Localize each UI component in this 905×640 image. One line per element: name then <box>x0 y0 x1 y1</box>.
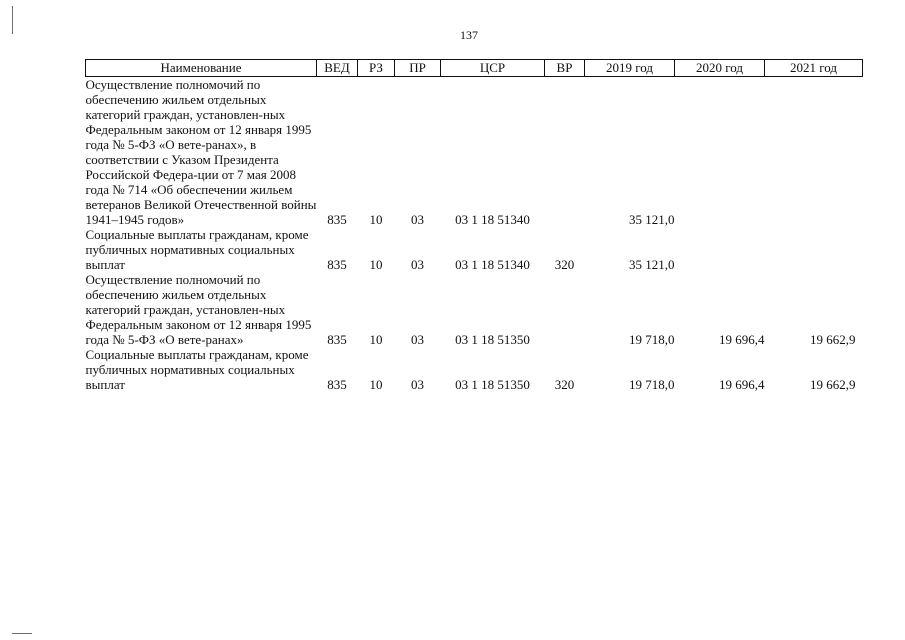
row-2019: 19 718,0 <box>629 377 675 392</box>
page-number: 137 <box>460 28 478 42</box>
row-2019: 35 121,0 <box>629 257 675 272</box>
row-2020: 19 696,4 <box>719 377 765 392</box>
row-rz: 10 <box>369 212 383 227</box>
row-2021 <box>765 77 863 228</box>
row-csr: 03 1 18 51350 <box>455 332 530 347</box>
row-pr: 03 <box>411 332 424 347</box>
row-2021 <box>765 227 863 272</box>
row-csr: 03 1 18 51350 <box>455 377 530 392</box>
header-2021: 2021 год <box>765 60 863 77</box>
row-csr: 03 1 18 51340 <box>455 257 530 272</box>
row-ved: 835 <box>327 212 347 227</box>
row-pr: 03 <box>411 212 424 227</box>
row-name: Осуществление полномочий по обеспечению жильем отдельных категорий граждан, установлен-ных Федеральным законом от 12 января 1995 года № 5-ФЗ «О вете-ранах» <box>85 272 312 347</box>
header-2020: 2020 год <box>675 60 765 77</box>
row-2019: 19 718,0 <box>629 332 675 347</box>
row-2021: 19 662,9 <box>810 377 856 392</box>
row-2020: 19 696,4 <box>719 332 765 347</box>
row-ved: 835 <box>327 257 347 272</box>
row-rz: 10 <box>369 257 383 272</box>
row-pr: 03 <box>411 257 424 272</box>
table-row <box>86 227 863 272</box>
row-2020 <box>675 77 765 228</box>
header-pr: ПР <box>395 60 441 77</box>
row-vr <box>545 272 585 347</box>
row-vr: 320 <box>554 377 575 392</box>
header-vr: ВР <box>545 60 585 77</box>
row-name: Осуществление полномочий по обеспечению жильем отдельных категорий граждан, установлен-ных Федеральным законом от 12 января 1995 года № 5-ФЗ «О вете-ранах», в соответствии с Указом Президента Российской Федера-ции от 7 мая 2008 года № 714 «Об обеспечении жильем ветеранов Великой Отечественной войны 1941–1945 годов» <box>85 77 317 227</box>
row-2019: 35 121,0 <box>629 212 675 227</box>
row-vr: 320 <box>554 257 575 272</box>
table-row <box>86 347 863 392</box>
header-rz: РЗ <box>358 60 395 77</box>
table-row <box>86 77 863 228</box>
row-name: Социальные выплаты гражданам, кроме публичных нормативных социальных выплат <box>85 227 309 272</box>
row-2020 <box>675 227 765 272</box>
row-pr: 03 <box>411 377 424 392</box>
budget-table <box>85 59 863 392</box>
table-header-row <box>86 60 863 77</box>
scan-margin-mark-bottom <box>12 633 32 634</box>
row-ved: 835 <box>327 377 347 392</box>
header-name: Наименование <box>86 60 317 77</box>
row-vr <box>545 77 585 228</box>
table-row <box>86 272 863 347</box>
header-csr: ЦСР <box>441 60 545 77</box>
row-2021: 19 662,9 <box>810 332 856 347</box>
row-ved: 835 <box>327 332 347 347</box>
row-rz: 10 <box>369 332 383 347</box>
row-csr: 03 1 18 51340 <box>455 212 530 227</box>
header-ved: ВЕД <box>317 60 358 77</box>
row-rz: 10 <box>369 377 383 392</box>
header-2019: 2019 год <box>585 60 675 77</box>
row-name: Социальные выплаты гражданам, кроме публичных нормативных социальных выплат <box>85 347 309 392</box>
